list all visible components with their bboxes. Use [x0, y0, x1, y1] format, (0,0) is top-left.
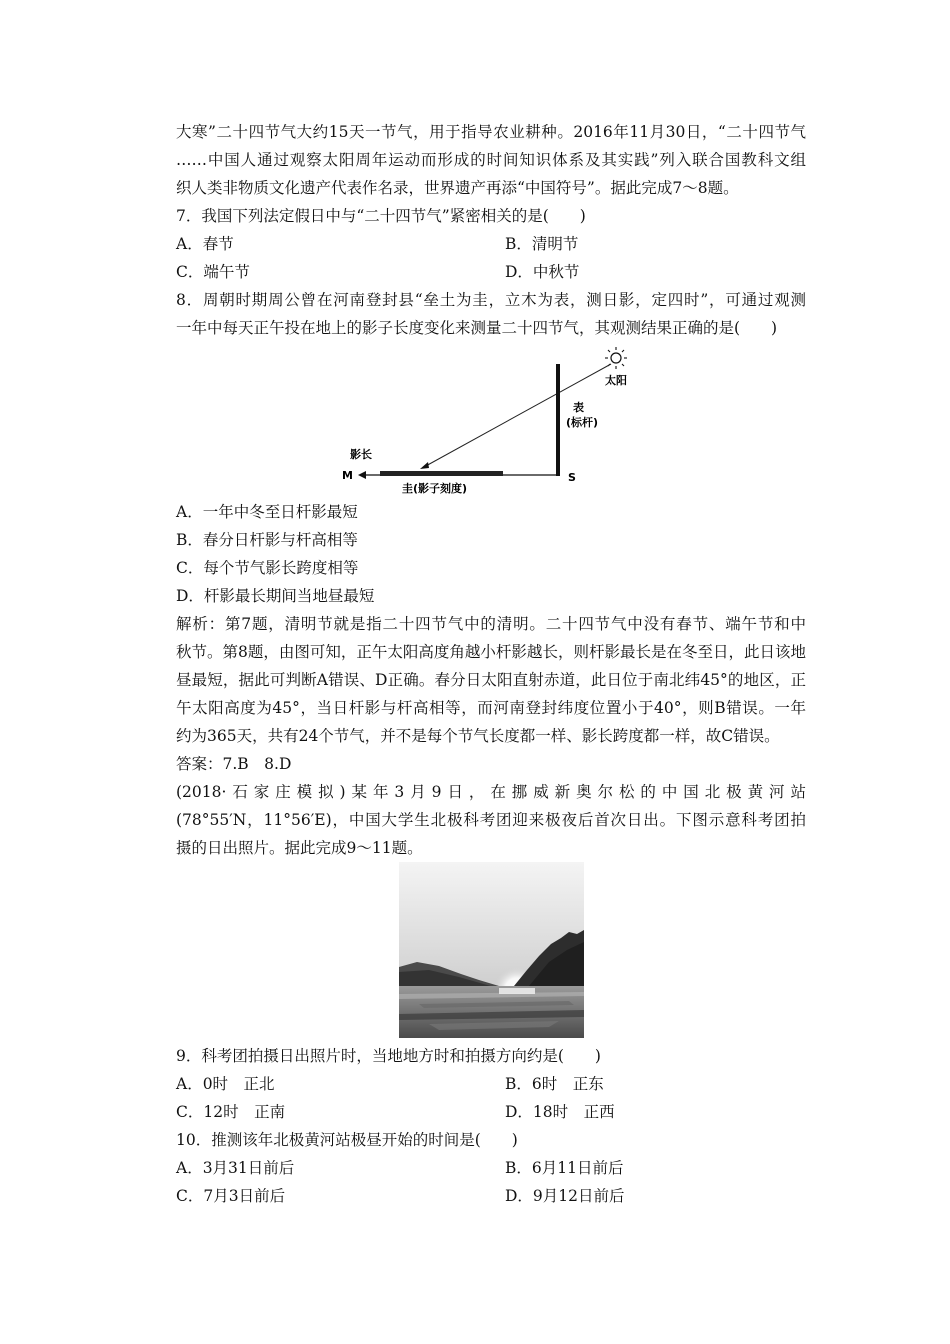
point-m-label: M — [342, 469, 353, 482]
q10-option-b: B．6月11日前后 — [505, 1159, 624, 1177]
intro-line-2: ……中国人通过观察太阳周年运动而形成的时间知识体系及其实践”列入联合国教科文组 — [176, 151, 806, 169]
intro-line-1: 大寒”二十四节气大约15天一节气，用于指导农业耕种。2016年11月30日，“二十四节气 — [176, 123, 806, 141]
shadow-label: 影长 — [350, 448, 372, 461]
analysis-line-3: 昼最短，据此可判断A错误、D正确。春分日太阳直射赤道，此日位于南北纬45°的地区，正 — [176, 671, 806, 689]
q9-stem: 9．科考团拍摄日出照片时，当地地方时和拍摄方向约是( ) — [176, 1047, 601, 1065]
q8-option-d: D．杆影最长期间当地昼最短 — [176, 587, 375, 605]
q7-option-c: C．端午节 — [176, 263, 250, 281]
gui-ruler — [380, 471, 503, 476]
q8-stem-line-1: 8．周朝时期周公曾在河南登封县“垒土为圭，立木为表，测日影，定四时”，可通过观测 — [176, 291, 806, 309]
q8-option-b: B．春分日杆影与杆高相等 — [176, 531, 358, 549]
q8-stem-line-2: 一年中每天正午投在地上的影子长度变化来测量二十四节气，其观测结果正确的是( ) — [176, 319, 778, 337]
q8-option-a: A．一年中冬至日杆影最短 — [176, 503, 358, 521]
q7-stem: 7．我国下列法定假日中与“二十四节气”紧密相关的是( ) — [176, 207, 586, 225]
pole — [556, 364, 560, 476]
ray-arrowhead — [420, 462, 429, 469]
q10-option-a: A．3月31日前后 — [176, 1159, 295, 1177]
q10-stem: 10．推测该年北极黄河站极昼开始的时间是( ) — [176, 1131, 518, 1149]
analysis-line-1: 解析：第7题，清明节就是指二十四节气中的清明。二十四节气中没有春节、端午节和中 — [176, 615, 806, 633]
shadow-arrowhead — [358, 471, 366, 479]
gui-label: 圭(影子刻度) — [402, 482, 468, 495]
q9-option-b: B．6时 正东 — [505, 1075, 604, 1093]
intro-line-3: 织人类非物质文化遗产代表作名录，世界遗产再添“中国符号”。据此完成7～8题。 — [176, 179, 739, 197]
q9-option-d: D．18时 正西 — [505, 1103, 615, 1121]
answer-line: 答案：7.B 8.D — [176, 755, 292, 773]
sun-label: 太阳 — [605, 374, 627, 387]
analysis-line-4: 午太阳高度为45°，当日杆影与杆高相等，而河南登封纬度位置小于40°，则B错误。一年 — [176, 699, 806, 717]
point-s-label: S — [568, 471, 576, 484]
pole-sublabel: (标杆) — [566, 416, 599, 429]
pole-label: 表 — [573, 401, 584, 414]
analysis-line-5: 约为365天，共有24个节气，并不是每个节气长度都一样、影长跨度都一样，故C错误。 — [176, 727, 780, 745]
sunrise-photo — [399, 862, 584, 1038]
q8-option-c: C．每个节气影长跨度相等 — [176, 559, 359, 577]
q9-option-c: C．12时 正南 — [176, 1103, 286, 1121]
intro2-line-2: (78°55′N，11°56′E)，中国大学生北极科考团迎来极夜后首次日出。下图示意科考团拍 — [176, 811, 806, 829]
q10-option-c: C．7月3日前后 — [176, 1187, 286, 1205]
q10-option-d: D．9月12日前后 — [505, 1187, 625, 1205]
q7-option-d: D．中秋节 — [505, 263, 580, 281]
analysis-line-2: 秋节。第8题，由图可知，正午太阳高度角越小杆影越长，则杆影最长是在冬至日，此日该地 — [176, 643, 806, 661]
intro2-line-1: (2018·石家庄模拟)某年3月9日，在挪威新奥尔松的中国北极黄河站 — [176, 783, 806, 801]
gnomon-diagram — [330, 344, 630, 496]
intro2-line-3: 摄的日出照片。据此完成9～11题。 — [176, 839, 423, 857]
q7-option-b: B．清明节 — [505, 235, 579, 253]
q7-option-a: A．春节 — [176, 235, 234, 253]
q9-option-a: A．0时 正北 — [176, 1075, 275, 1093]
